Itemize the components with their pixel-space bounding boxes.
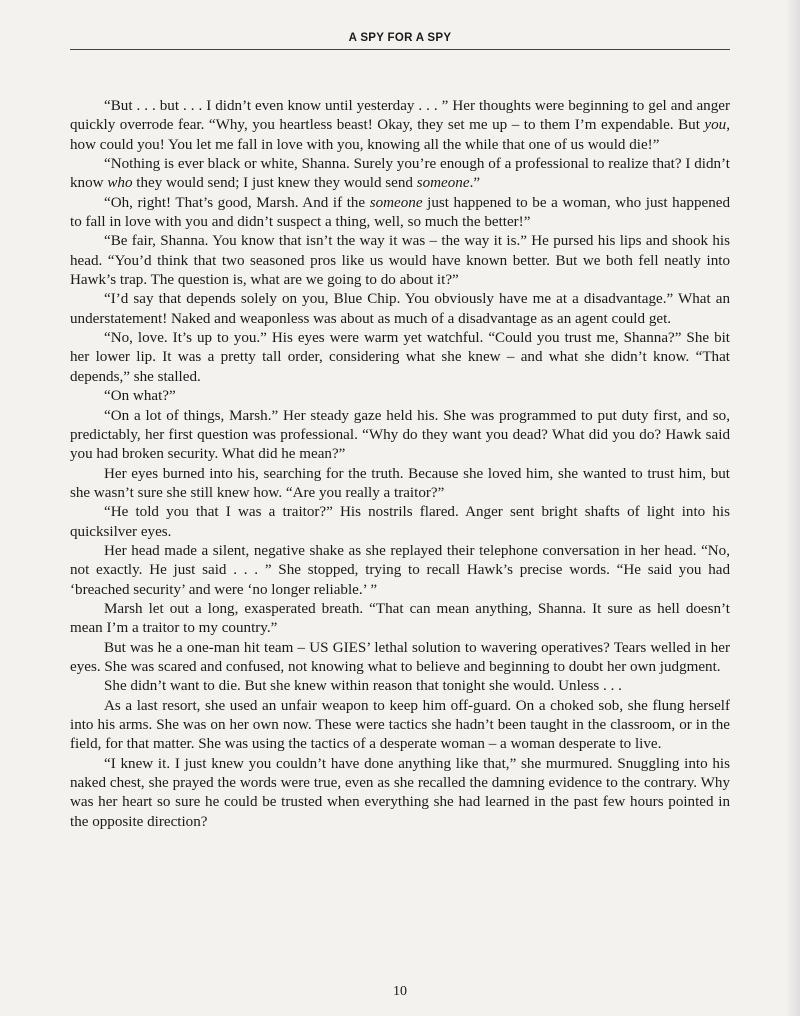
paragraph (70, 329, 730, 387)
paragraph-text: Her head made a silent, negative shake as she replayed their telephone conversation in her head. “No, not exactly. He just said . . . ” She stopped, trying to recall Hawk’s precise words. “He said you had ‘breached security’ and were ‘no longer reliable.’ ” (70, 542, 730, 598)
paragraph (70, 290, 730, 329)
paragraph (70, 387, 730, 406)
paragraph (70, 697, 730, 755)
paragraph (70, 194, 730, 233)
body-text (70, 97, 730, 832)
paragraph (70, 542, 730, 600)
paragraph-text: “But . . . but . . . I didn’t even know until yesterday . . . ” Her thoughts were beginning to gel and anger quickly overrode fear. “Why, you heartless beast! Okay, they set me up – to them I’m expendable. But (70, 98, 730, 134)
paragraph-text: “Be fair, Shanna. You know that isn’t the way it was – the way it is.” He pursed his lips and shook his head. “You’d think that two seasoned pros like us would have known better. But we both fell neatly into Hawk’s trap. The question is, what are we going to do about it?” (70, 233, 730, 289)
paragraph-text: just happened to be a woman, who just happened to fall in love with you and didn’t suspect a thing, well, so much the better!” (70, 194, 730, 231)
paragraph (70, 407, 730, 465)
paragraph-text: “Oh, right! That’s good, Marsh. And if the (104, 194, 370, 211)
paragraph-text: As a last resort, she used an unfair weapon to keep him off-guard. On a choked sob, she flung herself into his arms. She was on her own now. These were tactics she hadn’t been taught in the classroom, or in the field, for that matter. She was using the tactics of a desperate woman – a woman desperate to live. (70, 697, 730, 753)
paragraph-text: “On what?” (104, 388, 176, 405)
paragraph (70, 465, 730, 504)
paragraph-text: Marsh let out a long, exasperated breath. “That can mean anything, Shanna. It sure as hell doesn’t mean I’m a traitor to my country.” (70, 600, 730, 637)
paragraph (70, 232, 730, 290)
running-head-title: A SPY FOR A SPY (348, 32, 452, 44)
paragraph-text: “No, love. It’s up to you.” His eyes were warm yet watchful. “Could you trust me, Shanna?” She bit her lower lip. It was a pretty tall order, considering what she knew – and what she didn’t know. “That depends,” she stalled. (70, 330, 730, 385)
paragraph (70, 97, 730, 155)
paragraph-text: “On a lot of things, Marsh.” Her steady gaze held his. She was programmed to put duty first, and so, predictably, her first question was professional. “Why do they want you dead? What did you do? Hawk said you had broken security. What did he mean?” (70, 407, 730, 463)
paragraph-text: She didn’t want to die. But she knew within reason that tonight she would. Unless . . . (104, 678, 622, 695)
paragraph-text: they would send; I just knew they would send (132, 175, 417, 192)
paragraph (70, 155, 730, 194)
paragraph-text: Her eyes burned into his, searching for the truth. Because she loved him, she wanted to trust him, but she wasn’t sure she still knew how. “Are you really a traitor?” (70, 465, 730, 501)
italic-emphasis: you (704, 117, 727, 134)
paragraph (70, 600, 730, 639)
page-number: 10 (393, 984, 407, 999)
paragraph-text: “He told you that I was a traitor?” His nostrils flared. Anger sent bright shafts of light into his quicksilver eyes. (70, 504, 730, 540)
paragraph-text: “I knew it. I just knew you couldn’t have done anything like that,” she murmured. Snuggling into his naked chest, she prayed the words were true, even as she recalled the damning evidence to the contrary. Why was her heart so sure he could be trusted when everything she had learned in the past few hours pointed in the opposite direction? (70, 755, 730, 830)
paragraph (70, 639, 730, 678)
paragraph (70, 503, 730, 542)
italic-emphasis: who (107, 175, 133, 192)
page-edge-shadow (786, 0, 800, 1016)
paragraph (70, 755, 730, 832)
italic-emphasis: someone (369, 194, 423, 211)
paragraph-text: .” (469, 175, 481, 192)
header-rule (70, 49, 730, 50)
paragraph-text: , how could you! You let me fall in love with you, knowing all the while that one of us would die!” (70, 117, 730, 153)
paragraph-text: “I’d say that depends solely on you, Blue Chip. You obviously have me at a disadvantage.” What an understatement! Naked and weaponless was about as much of a disadvantage as an agent could get. (70, 291, 730, 327)
paragraph-text: But was he a one-man hit team – US GIES’ lethal solution to wavering operatives? Tears welled in her eyes. She was scared and confused, not knowing what to believe and beginning to doubt her own judgment. (70, 639, 730, 675)
paragraph-text: “Nothing is ever black or white, Shanna. Surely you’re enough of a professional to realize that? I didn’t know (70, 156, 730, 192)
paragraph (70, 677, 730, 696)
italic-emphasis: someone (416, 175, 470, 192)
